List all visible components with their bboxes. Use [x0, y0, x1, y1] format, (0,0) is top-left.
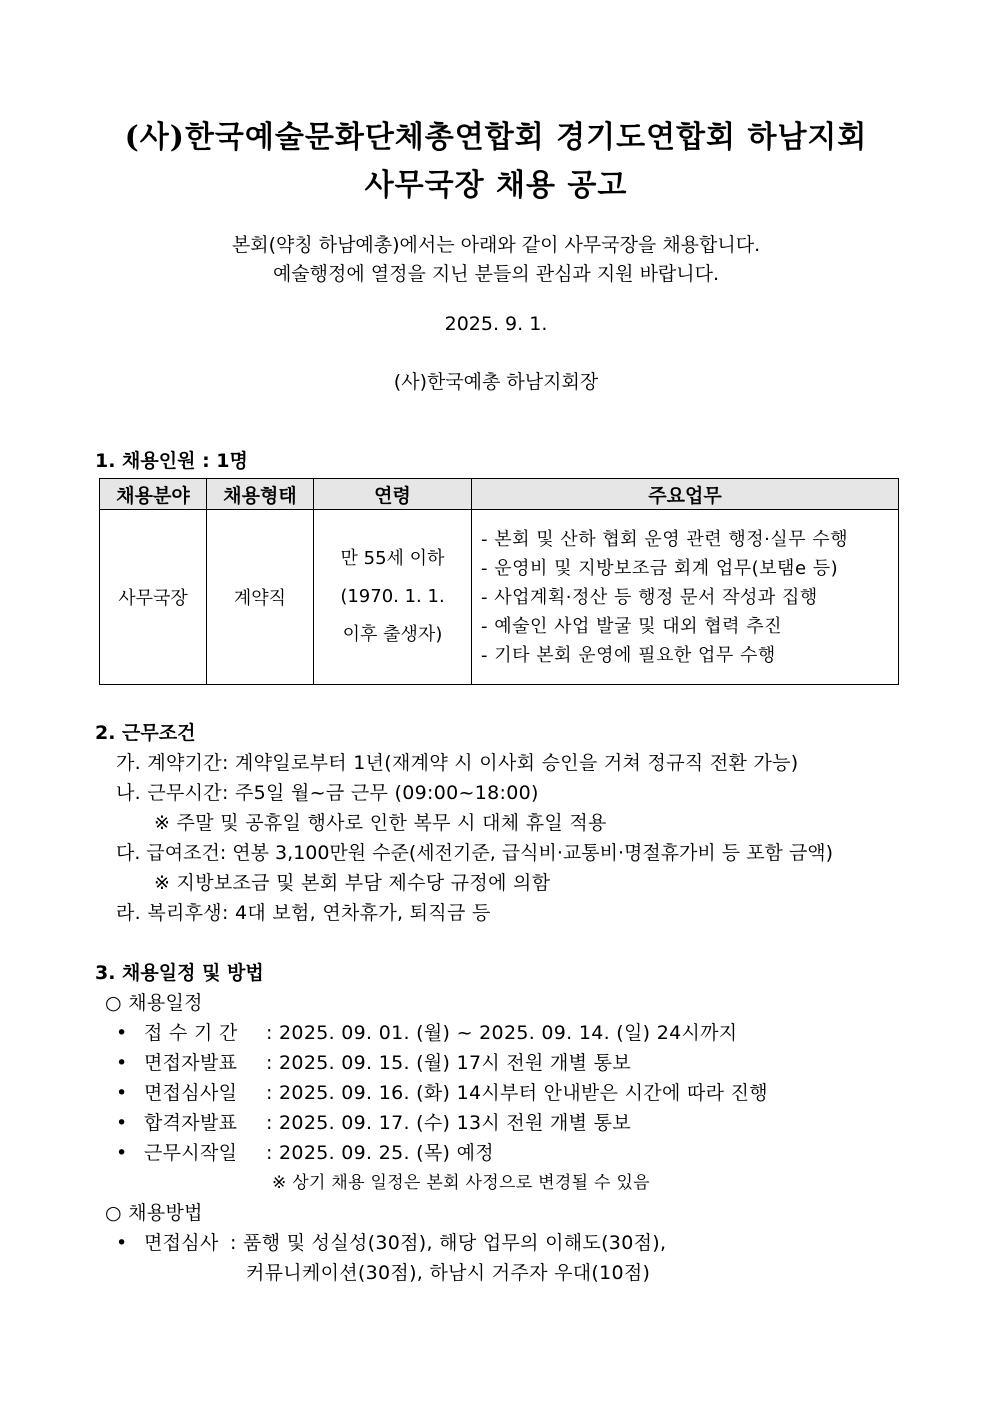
recruit-table	[99, 478, 899, 685]
header-age: 연령	[314, 479, 472, 510]
notice-title-position: 사무국장 채용 공고	[364, 168, 628, 203]
condition-contract: 가. 계약기간: 계약일로부터 1년(재계약 시 이사회 승인을 거쳐 정규직 전환 가능)	[116, 752, 799, 774]
schedule-item	[116, 1078, 768, 1105]
schedule-item	[116, 1108, 631, 1135]
method-title: ○ 채용방법	[105, 1202, 203, 1224]
schedule-value: : 2025. 09. 01. (월) ~ 2025. 09. 14. (일) 24시까지	[266, 1022, 738, 1044]
condition-salary: 다. 급여조건: 연봉 3,100만원 수준(세전기준, 급식비·교통비·명절휴가비 등 포함 금액)	[116, 842, 834, 864]
condition-hours: 나. 근무시간: 주5일 월~금 근무 (09:00~18:00)	[116, 782, 539, 804]
age-line: 만 55세 이하	[340, 548, 445, 569]
schedule-value: : 2025. 09. 16. (화) 14시부터 안내받은 시간에 따라 진행	[266, 1082, 768, 1104]
schedule-title: ○ 채용일정	[105, 992, 203, 1014]
cell-field: 사무국장	[100, 510, 207, 685]
duty-item: - 운영비 및 지방보조금 회계 업무(보탬e 등)	[481, 557, 839, 579]
schedule-label: 합격자발표	[144, 1112, 238, 1134]
condition-note: ※ 주말 및 공휴일 행사로 인한 복무 시 대체 휴일 적용	[154, 812, 607, 834]
method-value-cont: 커뮤니케이션(30점), 하남시 거주자 우대(10점)	[246, 1262, 651, 1284]
issuer: (사)한국예총 하남지회장	[393, 371, 599, 393]
bullet: •	[116, 1142, 128, 1164]
header-duties: 주요업무	[472, 479, 899, 510]
schedule-value: : 2025. 09. 17. (수) 13시 전원 개별 통보	[266, 1112, 631, 1134]
duty-item: - 본회 및 산하 협회 운영 관련 행정·실무 수행	[481, 528, 849, 550]
age-line: 이후 출생자)	[342, 624, 443, 645]
schedule-label: 면접심사일	[144, 1082, 238, 1104]
schedule-label: 접 수 기 간	[144, 1022, 238, 1044]
notice-title-org: (사)한국예술문화단체총연합회 경기도연합회 하남지회	[124, 120, 868, 155]
header-type: 채용형태	[207, 479, 314, 510]
intro-line-1: 본회(약칭 하남예총)에서는 아래와 같이 사무국장을 채용합니다.	[231, 234, 761, 256]
cell-type: 계약직	[207, 510, 314, 685]
duty-item: - 사업계획·정산 등 행정 문서 작성과 집행	[481, 586, 818, 608]
schedule-item	[116, 1138, 494, 1165]
schedule-item	[116, 1018, 737, 1045]
duty-item: - 기타 본회 운영에 필요한 업무 수행	[481, 644, 776, 666]
bullet: •	[116, 1082, 128, 1104]
section2-heading: 2. 근무조건	[95, 722, 196, 744]
cell-duties	[472, 510, 899, 685]
notice-date: 2025. 9. 1.	[444, 313, 548, 335]
schedule-value: : 2025. 09. 25. (목) 예정	[266, 1142, 494, 1164]
header-field: 채용분야	[100, 479, 207, 510]
section3-heading: 3. 채용일정 및 방법	[95, 962, 264, 984]
schedule-note: ※ 상기 채용 일정은 본회 사정으로 변경될 수 있음	[272, 1173, 650, 1193]
bullet: •	[116, 1052, 128, 1074]
age-line: (1970. 1. 1.	[340, 586, 445, 607]
table-row	[100, 510, 899, 685]
section1-heading: 1. 채용인원 : 1명	[95, 450, 248, 472]
intro-line-2: 예술행정에 열정을 지닌 분들의 관심과 지원 바랍니다.	[272, 263, 720, 285]
schedule-item	[116, 1048, 631, 1075]
cell-age	[314, 510, 472, 685]
schedule-value: : 2025. 09. 15. (월) 17시 전원 개별 통보	[266, 1052, 631, 1074]
schedule-label: 근무시작일	[144, 1142, 238, 1164]
schedule-label: 면접자발표	[144, 1052, 238, 1074]
bullet: •	[116, 1112, 128, 1134]
condition-benefits: 라. 복리후생: 4대 보험, 연차휴가, 퇴직금 등	[116, 902, 491, 924]
bullet: •	[116, 1232, 128, 1254]
method-label: 면접심사	[144, 1232, 219, 1254]
condition-note: ※ 지방보조금 및 본회 부담 제수당 규정에 의함	[154, 872, 551, 894]
method-value: : 품행 및 성실성(30점), 해당 업무의 이해도(30점),	[230, 1232, 667, 1254]
table-header-row	[100, 479, 899, 510]
duty-item: - 예술인 사업 발굴 및 대외 협력 추진	[481, 615, 782, 637]
method-item	[116, 1228, 666, 1255]
bullet: •	[116, 1022, 128, 1044]
